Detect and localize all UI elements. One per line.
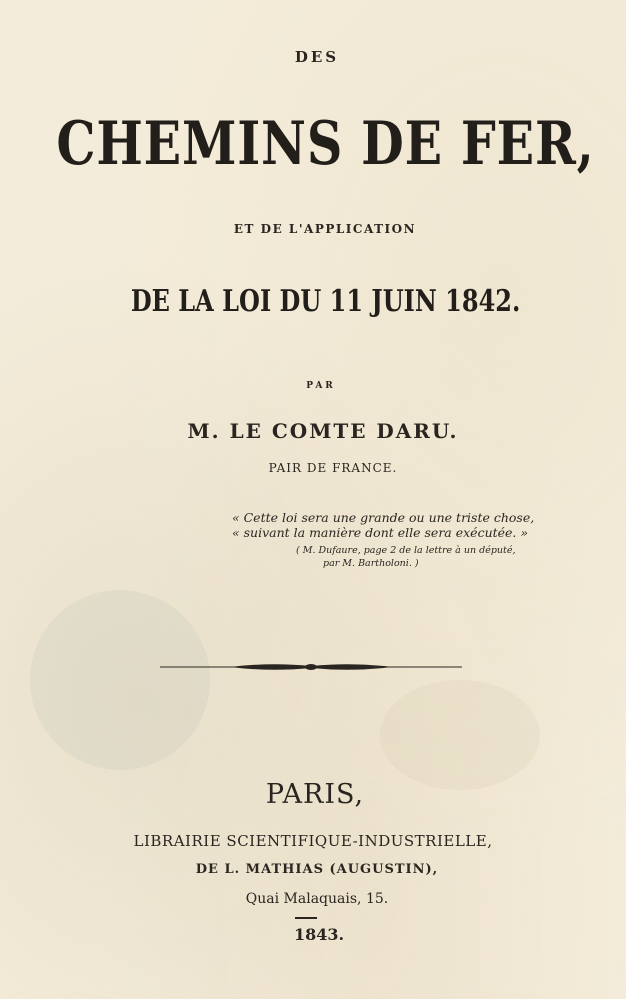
epigraph-citation-2: par M. Bartholoni. ) (323, 558, 419, 569)
title-prefix: DES (294, 48, 340, 66)
paper-stain (380, 680, 540, 790)
epigraph-line-1: « Cette loi sera une grande ou une triste chose, (232, 510, 535, 525)
imprint-address: Quai Malaquais, 15. (245, 891, 389, 907)
imprint-year: 1843. (293, 925, 345, 944)
author-role: PAIR DE FRANCE. (268, 461, 398, 475)
imprint-publisher: LIBRAIRIE SCIENTIFIQUE-INDUSTRIELLE, (133, 832, 493, 850)
subtitle-law: DE LA LOI DU 11 JUIN 1842. (130, 284, 521, 319)
imprint-divider (295, 917, 317, 919)
subtitle-application: ET DE L'APPLICATION (233, 222, 417, 236)
paper-stain (30, 590, 210, 770)
imprint-city: PARIS, (265, 779, 365, 810)
ornamental-rule (160, 657, 462, 677)
epigraph-citation-1: ( M. Dufaure, page 2 de la lettre à un député, (296, 545, 516, 556)
imprint-printer: DE L. MATHIAS (AUGUSTIN), (195, 862, 439, 877)
main-title: CHEMINS DE FER, (56, 109, 595, 179)
author-name: M. LE COMTE DARU. (187, 419, 459, 443)
by-label: PAR (306, 381, 336, 391)
epigraph-line-2: « suivant la manière dont elle sera exécutée. » (232, 525, 529, 540)
